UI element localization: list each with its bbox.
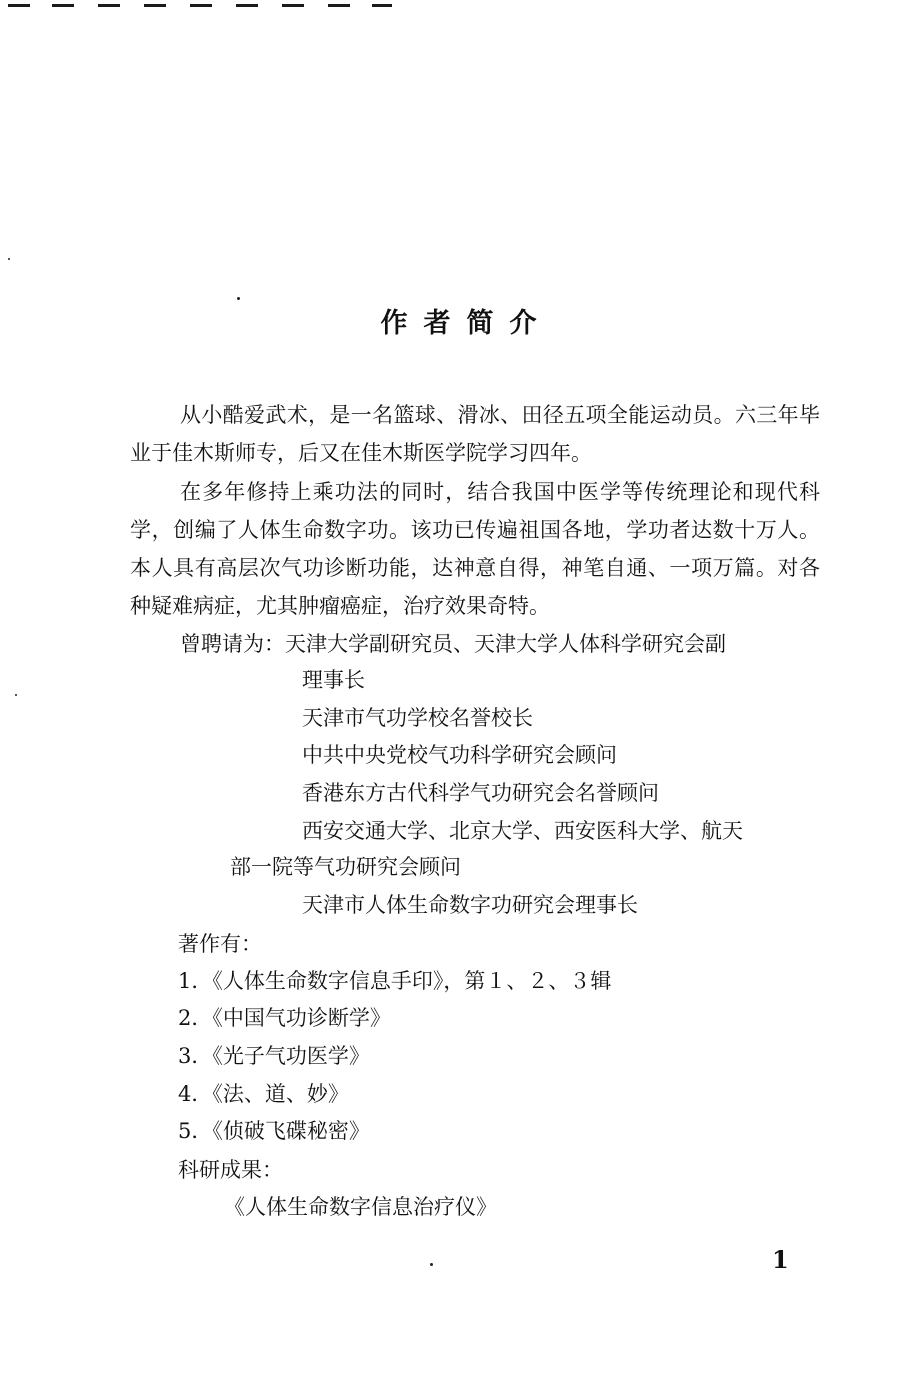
position-item: 西安交通大学、北京大学、西安医科大学、航天	[302, 819, 743, 843]
position-item: 中共中央党校气功科学研究会顾问	[302, 743, 617, 767]
positions-label: 曾聘请为：	[180, 632, 285, 656]
works-label: 著作有：	[178, 932, 262, 956]
works-item: 3．《光子气功医学》	[178, 1044, 370, 1068]
position-item: 天津市气功学校名誉校长	[302, 706, 533, 730]
position-item: 香港东方古代科学气功研究会名誉顾问	[302, 781, 659, 805]
works-item: 1．《人体生命数字信息手印》，第１、２、３辑	[178, 969, 612, 993]
scan-speck	[430, 1263, 433, 1266]
position-item: 天津市人体生命数字功研究会理事长	[302, 893, 638, 917]
position-item: 天津大学副研究员、天津大学人体科学研究会副	[285, 632, 726, 656]
intro-paragraph-2: 在多年修持上乘功法的同时，结合我国中医学等传统理论和现代科学，创编了人体生命数字功。该功已传遍祖国各地，学功者达数十万人。本人具有高层次气功诊断功能，达神意自得，神笔自通、一项万篇。对各种疑难病症，尤其肿瘤癌症，治疗效果奇特。	[130, 480, 820, 618]
position-item-continuation: 部一院等气功研究会顾问	[230, 855, 461, 879]
page-title: 作者简介	[380, 308, 553, 340]
position-item-continuation: 理事长	[302, 668, 365, 692]
works-item: 5．《侦破飞碟秘密》	[178, 1119, 370, 1143]
page-number: 1	[772, 1245, 789, 1274]
intro-paragraph-1: 从小酷爱武术，是一名篮球、滑冰、田径五项全能运动员。六三年毕业于佳木斯师专，后又在佳木斯医学院学习四年。	[130, 403, 820, 465]
scan-speck	[15, 694, 17, 696]
research-label: 科研成果：	[178, 1158, 283, 1182]
works-item: 4．《法、道、妙》	[178, 1082, 349, 1106]
positions-first-line	[180, 625, 726, 663]
scan-speck	[8, 258, 10, 260]
scan-speck	[237, 297, 240, 300]
works-item: 2．《中国气功诊断学》	[178, 1006, 391, 1030]
research-item: 《人体生命数字信息治疗仪》	[224, 1195, 497, 1219]
top-edge-marks	[0, 4, 400, 12]
